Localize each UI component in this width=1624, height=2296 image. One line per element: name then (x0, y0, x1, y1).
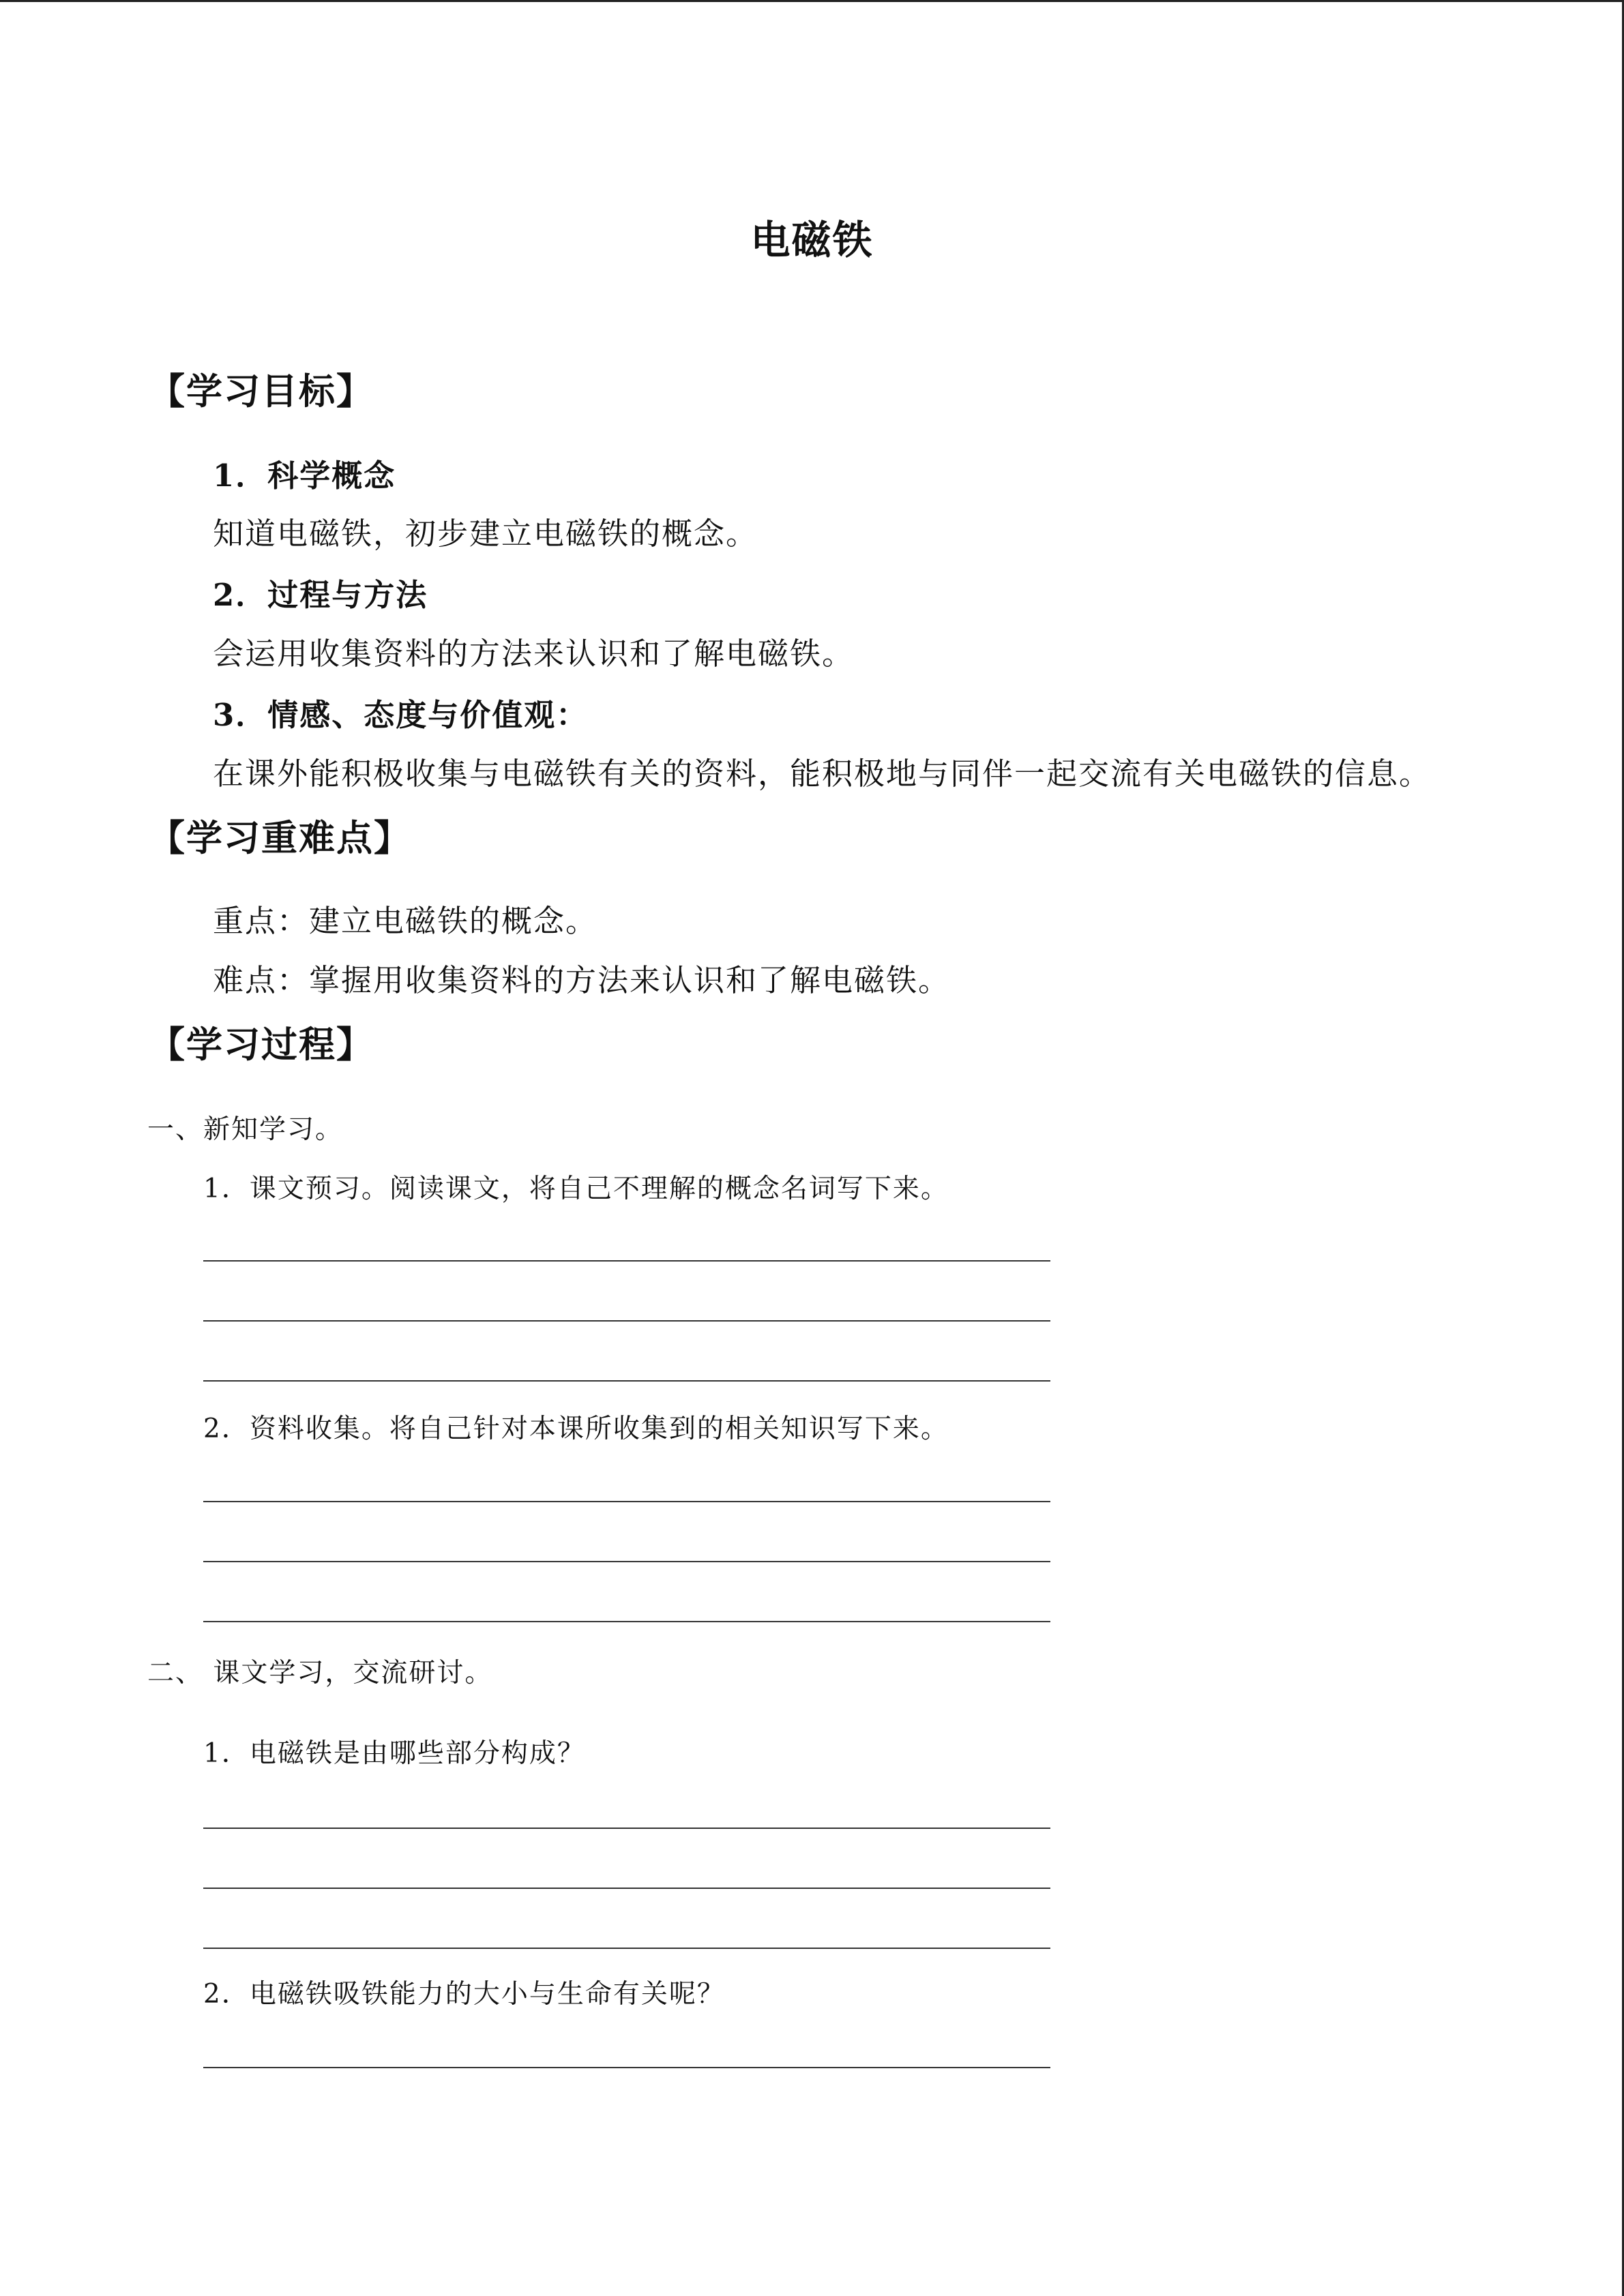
answer-line[interactable] (203, 1888, 1050, 1889)
answer-line[interactable] (203, 1320, 1050, 1322)
objectives-heading: 【学习目标】 (149, 371, 374, 413)
objective-1-label: 1．科学概念 (213, 458, 396, 494)
objective-1-text: 知道电磁铁，初步建立电磁铁的概念。 (213, 516, 758, 552)
key-points-heading: 【学习重难点】 (149, 818, 411, 859)
answer-line[interactable] (203, 1948, 1050, 1949)
part2-question-2: 2．电磁铁吸铁能力的大小与生命有关呢？ (203, 1979, 725, 2010)
part2-question-1: 1．电磁铁是由哪些部分构成？ (203, 1738, 585, 1769)
answer-line[interactable] (203, 1380, 1050, 1382)
part2-title: 二、 课文学习，交流研讨。 (147, 1658, 493, 1688)
objective-3-label: 3．情感、态度与价值观： (213, 697, 589, 733)
page-title: 电磁铁 (750, 217, 874, 263)
answer-line[interactable] (203, 1561, 1050, 1562)
answer-line[interactable] (203, 1501, 1050, 1502)
process-heading: 【学习过程】 (149, 1024, 374, 1066)
answer-line[interactable] (203, 2067, 1050, 2068)
part1-question-2: 2．资料收集。将自己针对本课所收集到的相关知识写下来。 (203, 1414, 949, 1444)
part1-title: 一、新知学习。 (147, 1114, 344, 1145)
objective-2-label: 2．过程与方法 (213, 577, 428, 613)
objective-2-text: 会运用收集资料的方法来认识和了解电磁铁。 (213, 636, 855, 672)
objective-3-text: 在课外能积极收集与电磁铁有关的资料，能积极地与同伴一起交流有关电磁铁的信息。 (213, 756, 1432, 792)
page-border-top (0, 0, 1624, 2)
key-point-difficulty: 难点：掌握用收集资料的方法来认识和了解电磁铁。 (213, 962, 951, 998)
answer-line[interactable] (203, 1260, 1050, 1262)
part1-question-1: 1．课文预习。阅读课文，将自己不理解的概念名词写下来。 (203, 1174, 949, 1204)
answer-line[interactable] (203, 1828, 1050, 1829)
key-point-focus: 重点：建立电磁铁的概念。 (213, 903, 598, 939)
answer-line[interactable] (203, 1621, 1050, 1622)
